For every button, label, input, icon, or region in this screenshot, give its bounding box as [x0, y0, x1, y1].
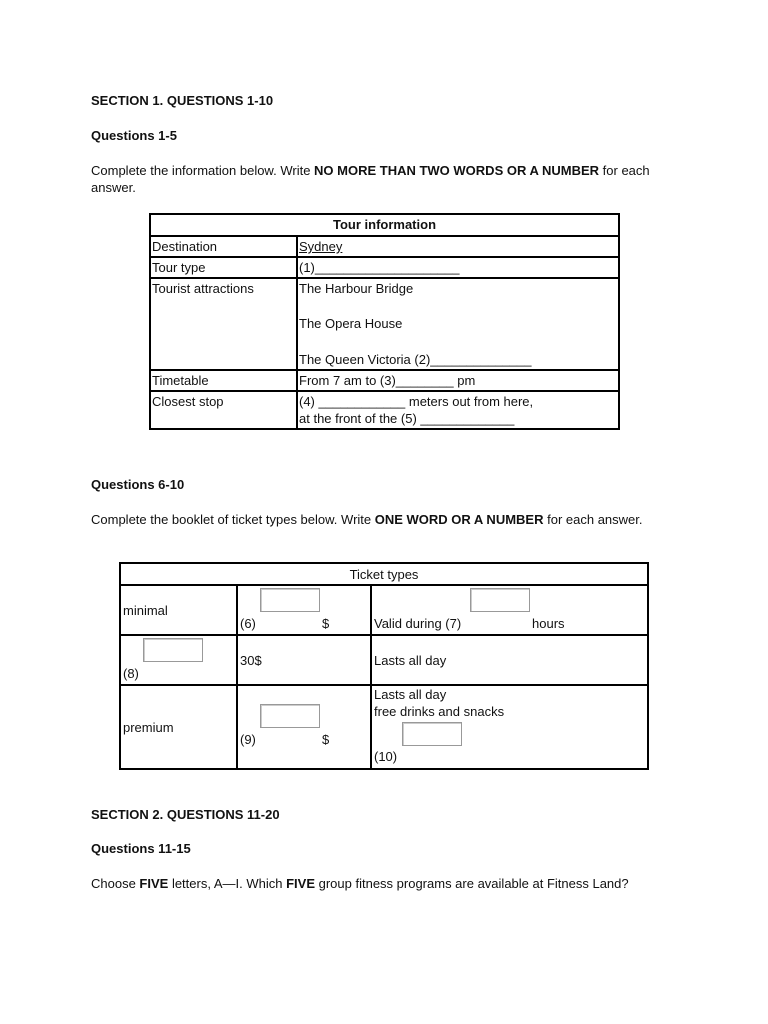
- answer-8-input[interactable]: [143, 638, 203, 662]
- ticket-validity-cell: [371, 685, 648, 769]
- tour-row-value: (1)____________________: [297, 257, 619, 278]
- instr-text: group fitness programs are available at Fitness Land?: [315, 876, 629, 891]
- answer-number: (8): [123, 666, 139, 681]
- currency-symbol: $: [322, 732, 330, 747]
- instr-text: Choose: [91, 876, 140, 891]
- answer-number: (10): [374, 749, 398, 764]
- attraction-line: The Opera House: [299, 316, 403, 331]
- answer-number: (6): [240, 616, 256, 631]
- validity-line: free drinks and snacks: [374, 704, 505, 719]
- tour-information-table: [149, 213, 620, 430]
- ticket-name: premium: [123, 719, 174, 735]
- instr-bold: FIVE: [286, 876, 315, 891]
- currency-symbol: $: [322, 616, 330, 631]
- questions-1-5-heading: Questions 1-5: [91, 128, 177, 143]
- closest-stop-line: at the front of the (5) _____________: [299, 411, 515, 426]
- ticket-table-title: Ticket types: [120, 563, 648, 585]
- tour-table-title: Tour information: [150, 214, 619, 236]
- answer-7-input[interactable]: [470, 588, 530, 612]
- validity-text: Valid during (7): [374, 616, 462, 631]
- questions-11-15-heading: Questions 11-15: [91, 841, 191, 856]
- tour-row-label: Destination: [150, 236, 297, 257]
- instructions-11-15: [91, 876, 629, 891]
- answer-9-input[interactable]: [260, 704, 320, 728]
- answer-number: (9): [240, 732, 256, 747]
- instr-bold: ONE WORD OR A NUMBER: [374, 512, 544, 527]
- destination-value: Sydney: [299, 239, 343, 254]
- ticket-price-cell: [237, 685, 371, 769]
- instructions-6-10: [91, 511, 671, 528]
- ticket-name-cell: [120, 685, 237, 769]
- ticket-name-cell: [120, 635, 237, 685]
- ticket-price-cell: [237, 585, 371, 635]
- hours-label: hours: [532, 616, 565, 631]
- section-1-heading: SECTION 1. QUESTIONS 1-10: [91, 93, 274, 108]
- tour-row-value: [297, 236, 619, 257]
- instr-bold: FIVE: [139, 876, 169, 891]
- instr-text: for each answer.: [91, 163, 650, 195]
- validity-line: Lasts all day: [374, 687, 447, 702]
- attraction-line: The Harbour Bridge: [299, 281, 414, 296]
- tour-row-value: [297, 391, 619, 429]
- questions-6-10-heading: Questions 6-10: [91, 477, 185, 492]
- ticket-validity-cell: Lasts all day: [371, 635, 648, 685]
- ticket-price-cell: 30$: [237, 635, 371, 685]
- instr-text: letters, A—I. Which: [168, 876, 287, 891]
- closest-stop-line: (4) ____________ meters out from here,: [299, 394, 534, 409]
- tour-row-label: Tour type: [150, 257, 297, 278]
- tour-row-label: Closest stop: [150, 391, 297, 429]
- ticket-types-table: [119, 562, 649, 770]
- instructions-1-5: [91, 162, 671, 196]
- ticket-name: minimal: [123, 602, 168, 618]
- attraction-line: The Queen Victoria (2)______________: [299, 352, 532, 367]
- instr-text: Complete the information below. Write: [91, 163, 315, 178]
- ticket-name-cell: [120, 585, 237, 635]
- tour-row-value: From 7 am to (3)________ pm: [297, 370, 619, 391]
- tour-row-value: [297, 278, 619, 370]
- answer-10-input[interactable]: [402, 722, 462, 746]
- instr-text: for each answer.: [543, 512, 643, 527]
- answer-6-input[interactable]: [260, 588, 320, 612]
- ticket-validity-cell: [371, 585, 648, 635]
- instr-text: Complete the booklet of ticket types below. Write: [91, 512, 375, 527]
- tour-row-label: Timetable: [150, 370, 297, 391]
- section-2-heading: SECTION 2. QUESTIONS 11-20: [91, 807, 280, 822]
- tour-row-label: Tourist attractions: [150, 278, 297, 370]
- instr-bold: NO MORE THAN TWO WORDS OR A NUMBER: [314, 163, 600, 178]
